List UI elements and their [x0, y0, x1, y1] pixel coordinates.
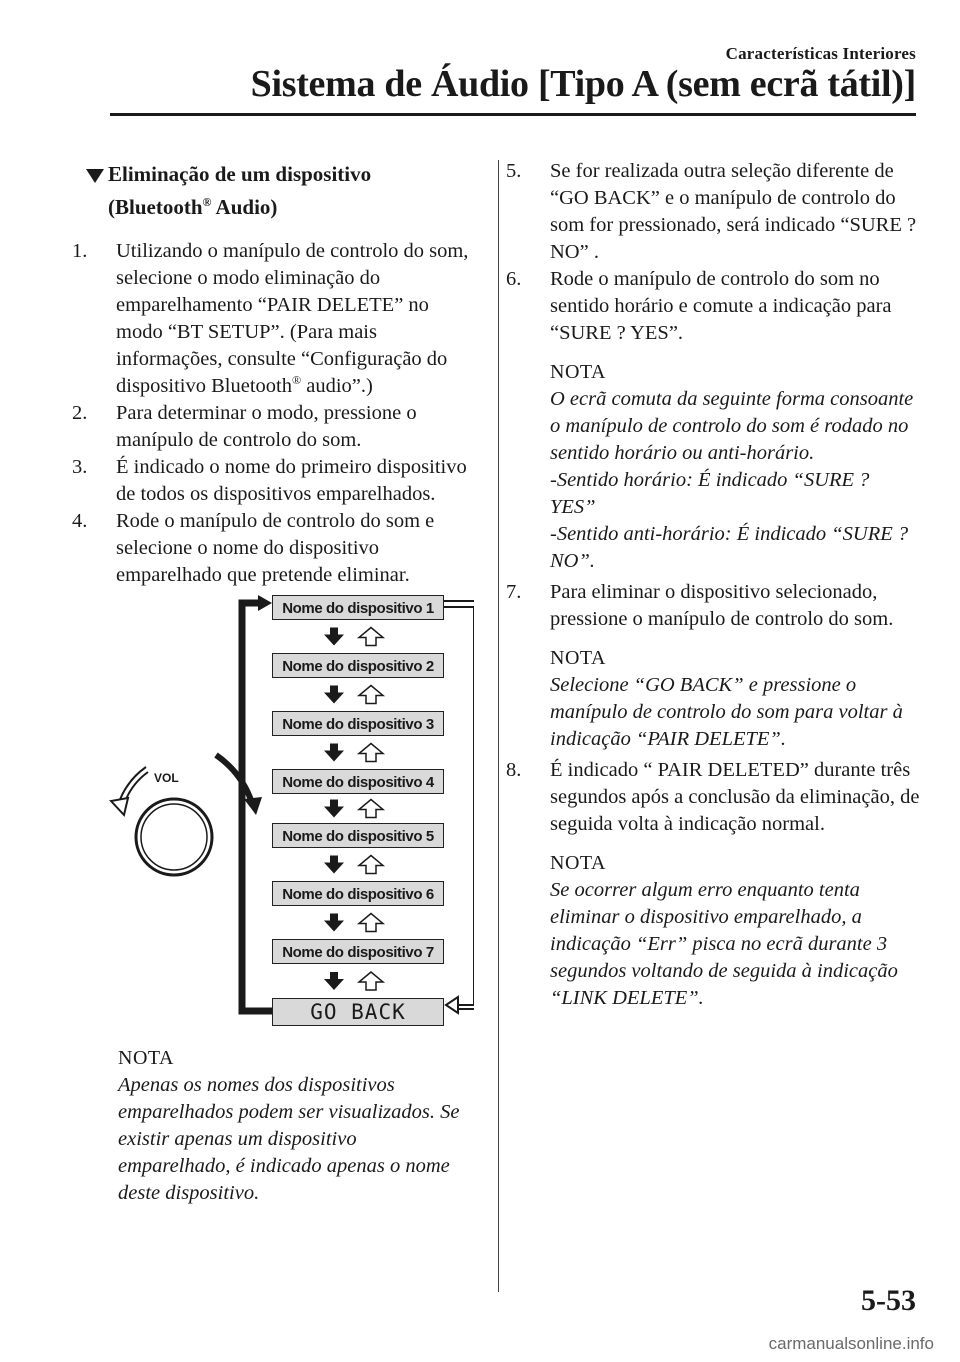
- note-text: Selecione “GO BACK” e pressione o manípulo de controlo do som para voltar à indicação “PAIR DELETE”.: [550, 674, 903, 750]
- heading-line1: Eliminação de um dispositivo: [108, 162, 372, 186]
- note-text: Apenas os nomes dos dispositivos emparelhados podem ser visualizados. Se existir apenas um dispositivo emparelhado, é indicado apenas o nome deste dispositivo.: [118, 1074, 460, 1204]
- page-number: 5-53: [861, 1284, 916, 1317]
- step-number: 7.: [506, 581, 522, 603]
- note-text: O ecrã comuta da seguinte forma consoante o manípulo de controlo do som é rodado no sentido horário ou anti-horário.: [550, 388, 914, 464]
- note-label: NOTA: [118, 1047, 174, 1069]
- right-bracket: [444, 607, 474, 1005]
- section-heading: [94, 158, 474, 224]
- step-number: 5.: [506, 160, 522, 182]
- step-item: [72, 454, 474, 508]
- column-divider: [498, 160, 499, 1292]
- header-rule: [110, 113, 916, 116]
- step-item: [506, 266, 920, 347]
- right-bracket-arrow-icon: [446, 997, 458, 1013]
- vol-label: VOL: [154, 771, 179, 785]
- heading-line2-post: Audio): [211, 195, 278, 219]
- step-item: [72, 400, 474, 454]
- step-text: Rode o manípulo de controlo do som no sentido horário e comute a indicação para “SURE ? YES”.: [550, 268, 892, 344]
- step-item: [506, 757, 920, 838]
- note-text: -Sentido horário: É indicado “SURE ? YES”: [550, 469, 870, 518]
- step-number: 6.: [506, 268, 522, 290]
- device-name-box: Nome do dispositivo 4: [272, 769, 444, 794]
- step-text: É indicado o nome do primeiro dispositivo de todos os dispositivos emparelhados.: [116, 456, 467, 505]
- volume-knob-inner: [141, 804, 207, 870]
- left-column: [72, 158, 474, 1207]
- steps-list-right: [506, 158, 920, 347]
- device-name-box: Nome do dispositivo 2: [272, 653, 444, 678]
- step-item: [72, 508, 474, 589]
- step-number: 2.: [72, 402, 88, 424]
- device-name-box: Nome do dispositivo 1: [272, 595, 444, 620]
- triangle-bullet-icon: [86, 169, 104, 183]
- step-text: Rode o manípulo de controlo do som e selecione o nome do dispositivo emparelhado que pretende eliminar.: [116, 510, 435, 586]
- note-block: [94, 1045, 474, 1207]
- registered-mark: ®: [202, 195, 212, 209]
- device-name-box: Nome do dispositivo 6: [272, 881, 444, 906]
- device-selection-diagram: [94, 595, 474, 1035]
- note-label: NOTA: [550, 852, 606, 874]
- chapter-label: Características Interiores: [725, 44, 916, 63]
- right-bracket-inner: [444, 601, 474, 1009]
- page-title: Sistema de Áudio [Tipo A (sem ecrã tátil)]: [250, 63, 916, 105]
- note-block: [528, 359, 920, 575]
- steps-list-right-2: [506, 579, 920, 633]
- step-number: 1.: [72, 240, 88, 262]
- device-name-box: Nome do dispositivo 5: [272, 823, 444, 848]
- note-text: -Sentido anti-horário: É indicado “SURE ? NO”.: [550, 523, 909, 572]
- steps-list-left: [72, 238, 474, 589]
- device-name-box: Nome do dispositivo 3: [272, 711, 444, 736]
- note-text: Se ocorrer algum erro enquanto tenta eliminar o dispositivo emparelhado, a indicação “Err” pisca no ecrã durante 3 segundos voltando de seguida à indicação “LINK DELETE”.: [550, 879, 898, 1009]
- note-label: NOTA: [550, 647, 606, 669]
- registered-mark: ®: [291, 373, 302, 387]
- step-text: Para eliminar o dispositivo selecionado, pressione o manípulo de controlo do som.: [550, 581, 894, 630]
- steps-list-right-3: [506, 757, 920, 838]
- right-column: [506, 158, 920, 1012]
- step-number: 3.: [72, 456, 88, 478]
- step-item: [72, 238, 474, 400]
- step-text: Utilizando o manípulo de controlo do som, selecione o modo eliminação do emparelhamento “PAIR DELETE” no modo “BT SETUP”. (Para mais informações, consulte “Configuração do dispositivo Bluetooth: [116, 240, 469, 397]
- step-text-end: audio”.): [301, 375, 373, 397]
- note-label: NOTA: [550, 361, 606, 383]
- heading-line2-pre: (Bluetooth: [108, 195, 203, 219]
- bracket-arrow-head-icon: [258, 595, 272, 611]
- device-name-box: Nome do dispositivo 7: [272, 939, 444, 964]
- step-text: Se for realizada outra seleção diferente de “GO BACK” e o manípulo de controlo do som for pressionado, será indicado “SURE ? NO” .: [550, 160, 917, 263]
- step-number: 4.: [72, 510, 88, 532]
- step-number: 8.: [506, 759, 522, 781]
- watermark: carmanualsonline.info: [768, 1334, 934, 1353]
- note-block: [528, 645, 920, 753]
- clockwise-arrow-icon: [216, 755, 252, 803]
- step-text: Para determinar o modo, pressione o manípulo de controlo do som.: [116, 402, 417, 451]
- heading-line2: [108, 191, 474, 224]
- go-back-box: GO BACK: [272, 998, 444, 1026]
- step-item: [506, 579, 920, 633]
- note-block: [528, 850, 920, 1012]
- step-text: É indicado “ PAIR DELETED” durante três segundos após a conclusão da eliminação, de seguida volta à indicação normal.: [550, 759, 920, 835]
- step-item: [506, 158, 920, 266]
